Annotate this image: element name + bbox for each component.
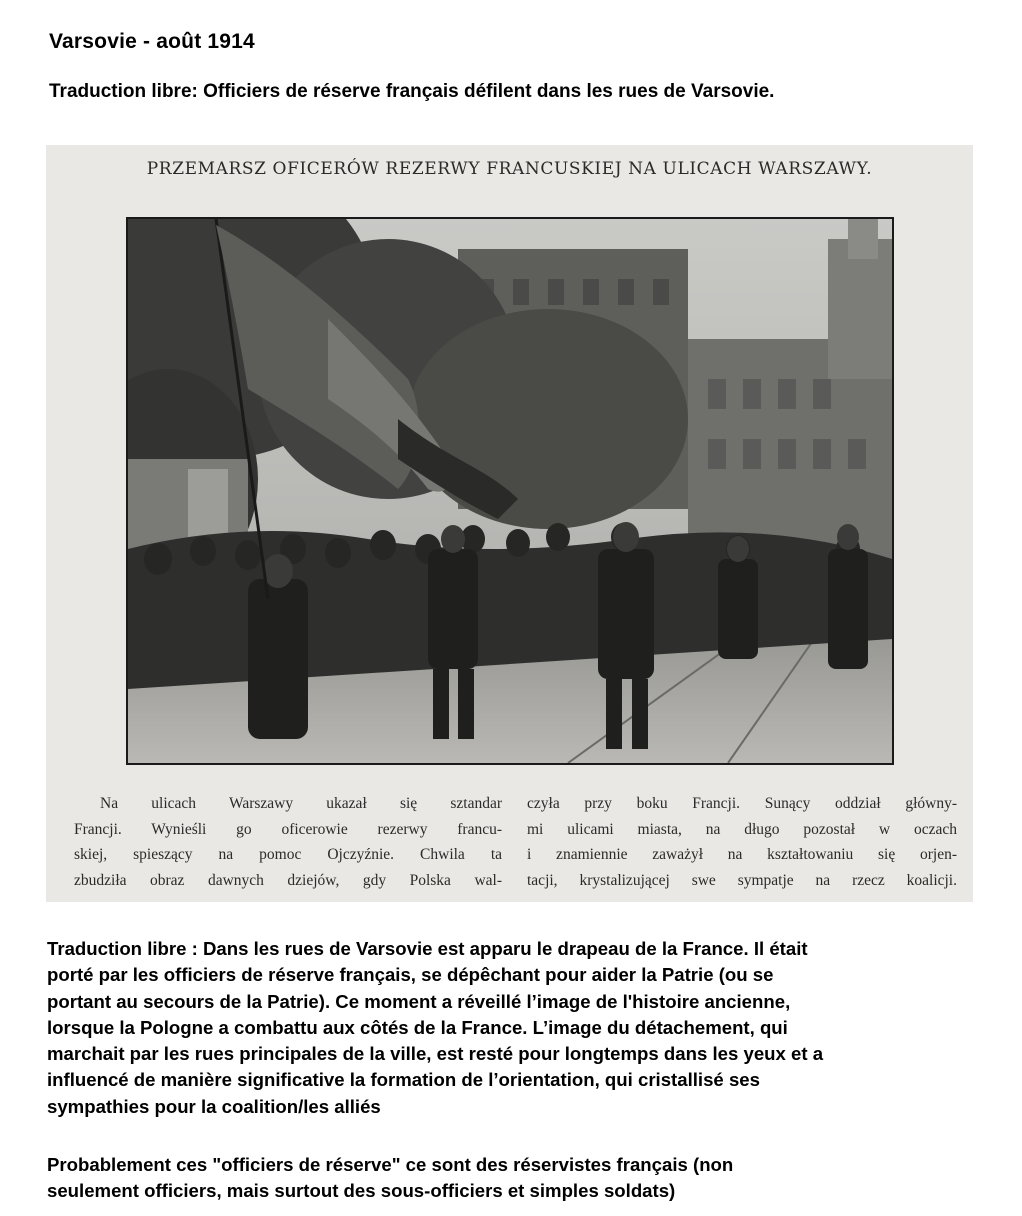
translation-line: portant au secours de la Patrie). Ce moment a réveillé l’image de l'histoire ancienne, [47,990,791,1012]
note-line: Probablement ces "officiers de réserve" ce sont des réservistes français (non [47,1154,734,1175]
caption-line: czyła przy boku Francji. Sunący oddział główny- [527,795,957,812]
clipping-headline: PRZEMARSZ OFICERÓW REZERWY FRANCUSKIEJ NA ULICACH WARSZAWY. [146,159,873,179]
translation-line: lorsque la Pologne a combattu aux côtés de la France. L’image du détachement, qui [47,1016,788,1038]
caption-line: mi ulicami miasta, na długo pozostał w oczach [527,820,957,838]
page-title: Varsovie - août 1914 [49,30,255,53]
translation-line: marchait par les rues principales de la ville, est resté pour longtemps dans les yeux et a [47,1043,824,1065]
translation-line: influencé de manière significative la formation de l’orientation, qui cristallisé ses [47,1069,760,1091]
caption-right-column [527,791,957,893]
translation-paragraph [47,936,987,1120]
caption-line: i znamiennie zaważył na kształtowaniu się orjen- [527,846,957,863]
translation-line: sympathies pour la coalition/les alliés [47,1095,381,1117]
caption-line: Francji. Wynieśli go oficerowie rezerwy francu- [74,820,502,838]
caption-line: Na ulicach Warszawy ukazał się sztandar [100,795,502,812]
note-paragraph [47,1152,987,1205]
newspaper-clipping [46,145,973,902]
historical-photograph [126,217,894,765]
caption-line: skiej, spieszący na pomoc Ojczyźnie. Chwila ta [74,846,502,863]
translation-line: Traduction libre : Dans les rues de Varsovie est apparu le drapeau de la France. Il était [47,938,808,959]
march-photo-illustration [128,219,892,763]
translation-line: porté par les officiers de réserve français, se dépêchant pour aider la Patrie (ou se [47,964,774,986]
page-subtitle: Traduction libre: Officiers de réserve français défilent dans les rues de Varsovie. [49,81,775,102]
note-line: seulement officiers, mais surtout des sous-officiers et simples soldats) [47,1180,676,1202]
caption-line: zbudziła obraz dawnych dziejów, gdy Polska wal- [74,871,502,889]
caption-line: tacji, krystalizującej swe sympatje na rzecz koalicji. [527,871,957,889]
caption-left-column [74,791,502,893]
